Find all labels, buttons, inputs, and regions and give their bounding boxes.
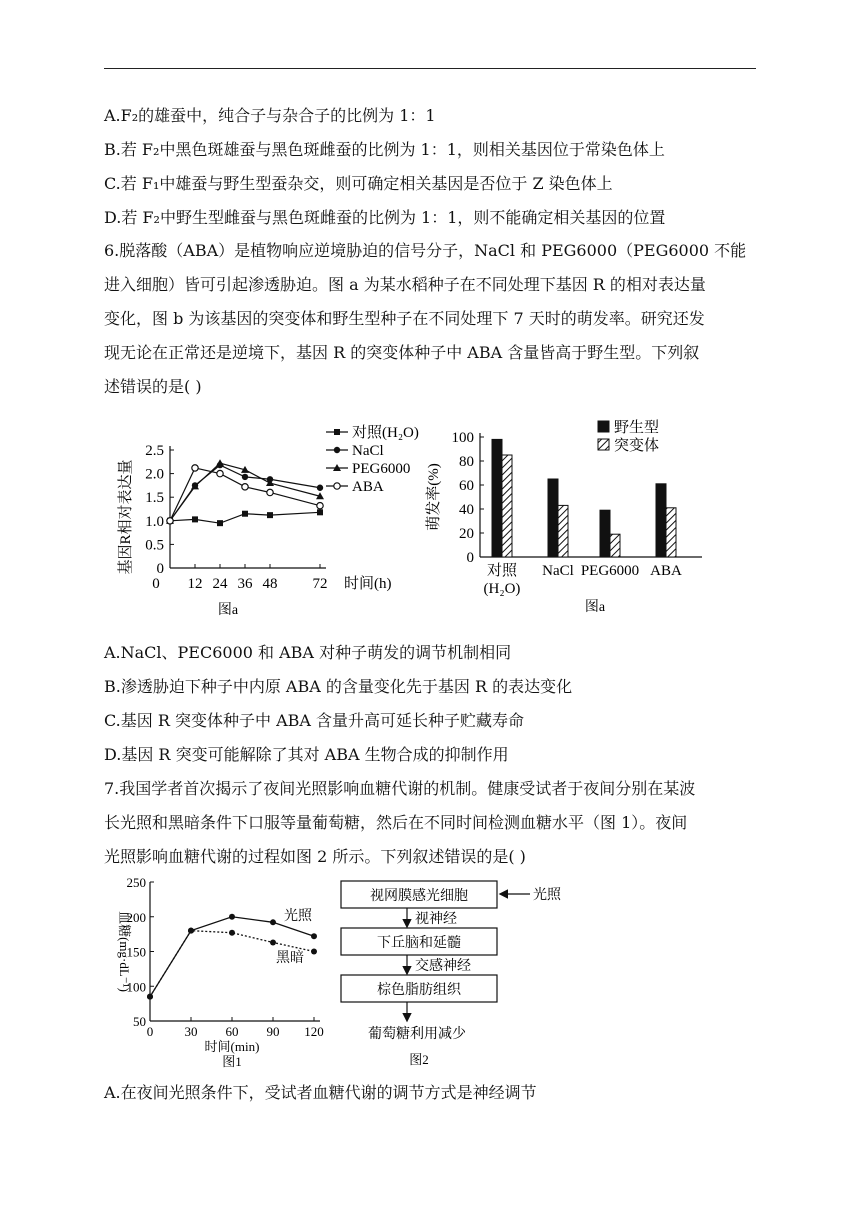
legend-label: NaCl (352, 443, 384, 459)
question-7-line-3: 光照影响血糖代谢的过程如图 2 所示。下列叙述错误的是( ) (104, 847, 526, 866)
y-tick-label: 0.5 (145, 537, 164, 554)
data-point (242, 474, 248, 480)
y-tick-label: 1.0 (145, 513, 164, 530)
y-tick-label: 50 (133, 1014, 146, 1029)
y-tick-label: 20 (459, 526, 474, 542)
x-tick-label: ABA (650, 563, 682, 579)
data-point (217, 520, 223, 526)
x-tick-label: PEG6000 (580, 563, 640, 579)
y-tick-label: 200 (126, 909, 146, 925)
data-point (192, 516, 198, 522)
data-point (216, 459, 224, 466)
data-point (229, 914, 235, 920)
y-axis-label: 基因R相对表达量 (118, 459, 134, 575)
bar-wild-type (492, 439, 502, 557)
data-point (229, 930, 235, 936)
question-6-line-2: 进入细胞）皆可引起渗透胁迫。图 a 为某水稻种子在不同处理下基因 R 的相对表达量 (104, 275, 706, 294)
data-point (334, 429, 340, 435)
x-axis-label: 时间(h) (344, 576, 392, 592)
data-point (167, 518, 173, 524)
y-tick-label: 100 (451, 430, 474, 446)
data-point (270, 939, 276, 945)
bar-wild-type (548, 479, 558, 557)
bar-mutant (666, 508, 676, 557)
x-tick-label: 24 (212, 576, 228, 592)
option-6a: A.NaCl、PEC6000 和 ABA 对种子萌发的调节机制相同 (104, 643, 512, 662)
x-tick-label: 30 (184, 1024, 198, 1039)
x-tick-label: 120 (304, 1024, 324, 1039)
x-tick-label: 60 (225, 1024, 239, 1039)
x-tick-label: (H₂O) (483, 581, 521, 597)
y-tick-label: 0 (466, 550, 474, 566)
y-tick-label: 1.5 (145, 490, 164, 507)
figure-2-caption: 图2 (409, 1052, 429, 1067)
series-label: 光照 (284, 909, 312, 924)
y-tick-label: 250 (126, 875, 146, 890)
data-point (192, 465, 198, 471)
y-tick-label: 2.0 (145, 466, 164, 483)
data-point (188, 928, 194, 934)
bar-mutant (558, 505, 568, 557)
option-6c: C.基因 R 突变体种子中 ABA 含量升高可延长种子贮藏寿命 (104, 711, 525, 730)
figure-b-bar-chart (420, 415, 710, 620)
y-tick-label: 2.5 (145, 443, 164, 459)
x-tick-label: 90 (266, 1024, 280, 1039)
bar-mutant (502, 455, 512, 557)
figure-1-caption: 图1 (222, 1054, 242, 1069)
flow-box-brown-fat-label: 棕色脂肪组织 (377, 983, 461, 998)
x-tick-label: 0 (146, 1024, 154, 1039)
data-point (317, 485, 323, 491)
legend-label: 对照(H₂O) (352, 425, 419, 441)
data-point (242, 484, 248, 490)
bar-mutant (610, 534, 620, 557)
legend-label: ABA (352, 479, 384, 495)
x-tick-label: 0 (152, 576, 160, 592)
y-tick-label: 60 (459, 478, 474, 494)
option-7a: A.在夜间光照条件下，受试者血糖代谢的调节方式是神经调节 (104, 1083, 537, 1102)
option-5d: D.若 F₂中野生型雌蚕与黑色斑雌蚕的比例为 1：1，则不能确定相关基因的位置 (104, 208, 666, 227)
question-6-line-5: 述错误的是( ) (104, 377, 202, 396)
bar-wild-type (656, 484, 666, 557)
question-6-line-1: 6.脱落酸（ABA）是植物响应逆境胁迫的信号分子，NaCl 和 PEG6000（PEG6000 不能 (104, 241, 747, 260)
flow-box-retina-label: 视网膜感光细胞 (370, 889, 468, 904)
data-point (317, 502, 323, 508)
flow-box-hypothalamus-label: 下丘脑和延髓 (377, 936, 461, 951)
legend-swatch (598, 421, 609, 432)
y-axis-label: 萌发率(%) (426, 463, 442, 531)
optic-nerve-label: 视神经 (415, 912, 457, 927)
figure-a-line-chart (108, 418, 438, 618)
x-tick-label: 72 (312, 576, 328, 592)
y-tick-label: 80 (459, 454, 474, 470)
question-6-line-4: 现无论在正常还是逆境下，基因 R 的突变体种子中 ABA 含量皆高于野生型。下列叙 (104, 343, 700, 362)
legend-label: 野生型 (614, 420, 660, 436)
option-6d: D.基因 R 突变可能解除了其对 ABA 生物合成的抑制作用 (104, 745, 509, 764)
option-5b: B.若 F₂中黑色斑雄蚕与黑色斑雌蚕的比例为 1：1，则相关基因位于常染色体上 (104, 140, 665, 159)
header-rule (104, 68, 756, 69)
legend-label: PEG6000 (352, 461, 411, 477)
x-tick-label: 对照 (486, 563, 518, 579)
x-tick-label: 36 (237, 576, 253, 592)
legend-swatch (598, 439, 609, 450)
question-7-line-2: 长光照和黑暗条件下口服等量葡萄糖，然后在不同时间检测血糖水平（图 1）。夜间 (104, 813, 688, 832)
flow-result: 葡萄糖利用减少 (368, 1027, 466, 1042)
y-tick-label: 100 (126, 979, 146, 995)
x-axis-label: 时间(min) (204, 1039, 260, 1054)
data-point (217, 470, 223, 476)
y-tick-label: 0 (156, 561, 164, 577)
data-point (267, 512, 273, 518)
legend-label: 突变体 (614, 438, 660, 454)
figure-a-caption: 图a (217, 603, 239, 618)
x-tick-label: 48 (262, 576, 278, 592)
x-tick-label: 12 (187, 576, 203, 592)
option-5a: A.F₂的雄蚕中，纯合子与杂合子的比例为 1：1 (104, 106, 436, 125)
option-5c: C.若 F₁中雄蚕与野生型蚕杂交，则可确定相关基因是否位于 Z 染色体上 (104, 174, 613, 193)
y-axis-label: 血糖(mg·dL⁻¹) (117, 911, 132, 992)
data-point (242, 511, 248, 517)
y-tick-label: 150 (126, 944, 146, 960)
data-point (270, 919, 276, 925)
x-tick-label: NaCl (542, 563, 574, 579)
data-point (311, 933, 317, 939)
series-label: 黑暗 (276, 951, 304, 966)
figure-1-glucose-chart (104, 872, 344, 1072)
figure-b-caption: 图a (584, 600, 606, 615)
light-label: 光照 (533, 888, 561, 903)
option-6b: B.渗透胁迫下种子中内原 ABA 的含量变化先于基因 R 的表达变化 (104, 677, 573, 696)
figure-2-flow-diagram (335, 876, 565, 1072)
question-6-line-3: 变化，图 b 为该基因的突变体和野生型种子在不同处理下 7 天时的萌发率。研究还发 (104, 309, 705, 328)
y-tick-label: 40 (459, 502, 474, 518)
question-7-line-1: 7.我国学者首次揭示了夜间光照影响血糖代谢的机制。健康受试者于夜间分别在某波 (104, 779, 696, 798)
data-point (147, 994, 153, 1000)
data-point (267, 489, 273, 495)
data-point (334, 447, 340, 453)
data-point (317, 509, 323, 515)
sympathetic-nerve-label: 交感神经 (415, 959, 471, 974)
data-point (311, 949, 317, 955)
data-point (334, 483, 340, 489)
bar-wild-type (600, 510, 610, 557)
